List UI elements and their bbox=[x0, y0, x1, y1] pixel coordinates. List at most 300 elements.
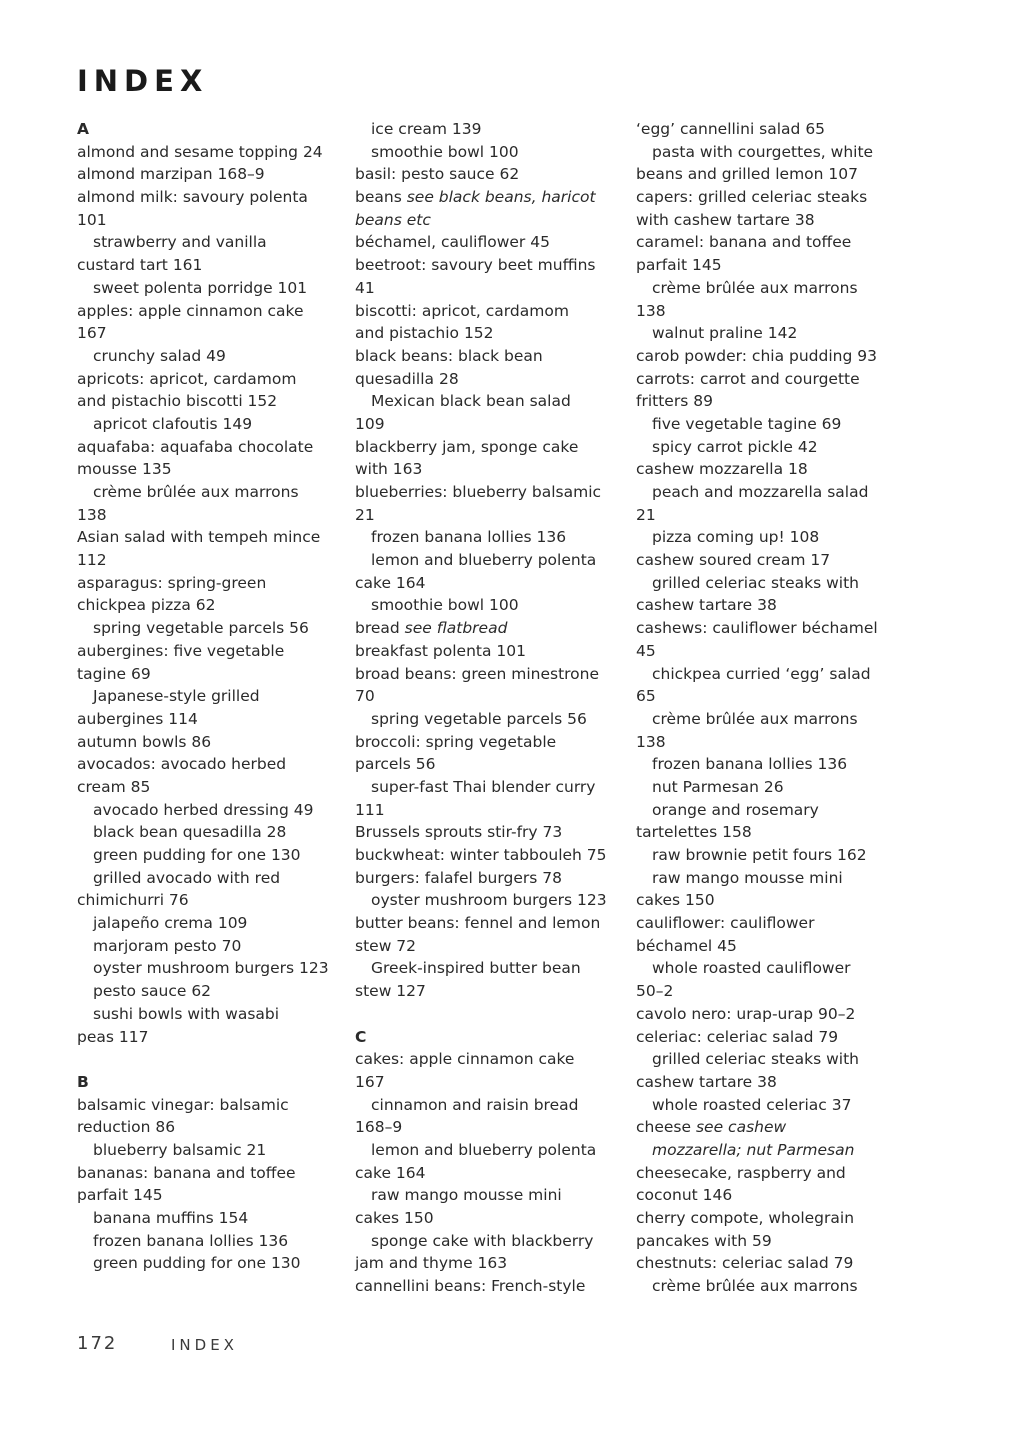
index-entry-line bbox=[355, 1207, 617, 1230]
index-entry-text: crème brûlée aux marrons bbox=[652, 1277, 858, 1296]
index-entry-text: black bean quesadilla 28 bbox=[93, 823, 287, 842]
index-entry-text: breakfast polenta 101 bbox=[355, 641, 526, 660]
index-entry-text: frozen banana lollies 136 bbox=[93, 1231, 289, 1250]
index-subentry-line bbox=[355, 390, 617, 413]
index-cross-reference: see black beans, haricot bbox=[406, 188, 596, 207]
index-entry-text: bread bbox=[355, 619, 405, 638]
index-entry-line bbox=[355, 504, 617, 527]
index-entry-line bbox=[355, 1071, 617, 1094]
index-entry-text: jam and thyme 163 bbox=[355, 1254, 508, 1273]
index-entry-text: 112 bbox=[77, 551, 107, 570]
index-entry-line bbox=[636, 458, 898, 481]
index-entry-text: 101 bbox=[77, 210, 107, 229]
index-entry-line bbox=[77, 322, 339, 345]
index-subentry-line bbox=[355, 708, 617, 731]
index-entry-line bbox=[355, 458, 617, 481]
index-entry-line bbox=[636, 390, 898, 413]
index-entry-text: cake 164 bbox=[355, 1163, 426, 1182]
index-entry-text: cavolo nero: urap-urap 90–2 bbox=[636, 1004, 856, 1023]
index-cross-reference: mozzarella; nut Parmesan bbox=[652, 1140, 855, 1159]
index-entry-text: 41 bbox=[355, 278, 375, 297]
index-entry-line bbox=[355, 731, 617, 754]
index-entry-text: C bbox=[355, 1027, 367, 1046]
index-entry-text: 167 bbox=[77, 324, 107, 343]
index-entry-line bbox=[355, 254, 617, 277]
index-entry-text: beetroot: savoury beet muffins bbox=[355, 256, 596, 275]
index-entry-line bbox=[355, 663, 617, 686]
index-entry-text: raw mango mousse mini bbox=[371, 1186, 562, 1205]
index-entry-text: Asian salad with tempeh mince bbox=[77, 528, 321, 547]
index-subentry-line bbox=[77, 1230, 339, 1253]
index-subentry-line bbox=[636, 1139, 898, 1162]
index-entry-line bbox=[77, 1162, 339, 1185]
index-entry-line bbox=[355, 300, 617, 323]
index-entry-line bbox=[77, 209, 339, 232]
index-entry-text: pasta with courgettes, white bbox=[652, 142, 874, 161]
index-entry-line bbox=[355, 481, 617, 504]
index-entry-text: biscotti: apricot, cardamom bbox=[355, 301, 569, 320]
index-subentry-line bbox=[77, 1139, 339, 1162]
index-entry-line bbox=[77, 731, 339, 754]
index-entry-text: grilled celeriac steaks with bbox=[652, 573, 860, 592]
index-entry-text: frozen banana lollies 136 bbox=[371, 528, 567, 547]
index-entry-text: crème brûlée aux marrons bbox=[652, 278, 858, 297]
index-entry-text: beans and grilled lemon 107 bbox=[636, 165, 858, 184]
index-subentry-line bbox=[77, 1003, 339, 1026]
index-entry-text: spicy carrot pickle 42 bbox=[652, 437, 818, 456]
index-entry-text: grilled avocado with red bbox=[93, 868, 281, 887]
index-subentry-line bbox=[77, 935, 339, 958]
index-entry-text: raw mango mousse mini bbox=[652, 868, 843, 887]
index-subentry-line bbox=[355, 1139, 617, 1162]
index-column-2 bbox=[355, 118, 617, 1298]
index-subentry-line bbox=[636, 526, 898, 549]
index-entry-line bbox=[636, 731, 898, 754]
index-subentry-line bbox=[355, 889, 617, 912]
index-subentry-line bbox=[77, 957, 339, 980]
index-entry-text: walnut praline 142 bbox=[652, 324, 798, 343]
index-entry-text: parfait 145 bbox=[77, 1186, 163, 1205]
index-entry-line bbox=[77, 526, 339, 549]
index-entry-text: cashews: cauliflower béchamel bbox=[636, 619, 878, 638]
index-subentry-line bbox=[77, 413, 339, 436]
index-subentry-line bbox=[636, 663, 898, 686]
index-subentry-line bbox=[636, 844, 898, 867]
index-entry-line bbox=[355, 640, 617, 663]
index-entry-text: blueberry balsamic 21 bbox=[93, 1140, 267, 1159]
index-entry-text: 138 bbox=[636, 301, 666, 320]
index-entry-text: béchamel 45 bbox=[636, 936, 737, 955]
index-subentry-line bbox=[77, 685, 339, 708]
index-entry-line bbox=[77, 458, 339, 481]
index-entry-text: with 163 bbox=[355, 460, 423, 479]
page-number: 172 bbox=[77, 1333, 118, 1354]
index-entry-line bbox=[355, 1116, 617, 1139]
index-entry-line bbox=[77, 390, 339, 413]
index-entry-line bbox=[77, 708, 339, 731]
index-entry-line bbox=[355, 1162, 617, 1185]
index-entry-text: parfait 145 bbox=[636, 256, 722, 275]
index-entry-line bbox=[77, 163, 339, 186]
index-entry-text: sushi bowls with wasabi bbox=[93, 1004, 280, 1023]
index-entry-line bbox=[355, 867, 617, 890]
index-entry-text: crème brûlée aux marrons bbox=[93, 483, 299, 501]
index-entry-text: cashew tartare 38 bbox=[636, 1072, 777, 1091]
index-entry-line bbox=[77, 141, 339, 164]
index-entry-text: lemon and blueberry polenta bbox=[371, 1140, 597, 1159]
index-entry-line bbox=[355, 436, 617, 459]
index-entry-text: cakes 150 bbox=[355, 1209, 434, 1227]
index-cross-reference: beans etc bbox=[355, 210, 431, 229]
index-entry-text: basil: pesto sauce 62 bbox=[355, 165, 520, 184]
index-subentry-line bbox=[636, 1275, 898, 1298]
index-entry-text: spring vegetable parcels 56 bbox=[371, 709, 587, 728]
index-entry-line bbox=[355, 1275, 617, 1298]
index-entry-text: banana muffins 154 bbox=[93, 1209, 249, 1227]
index-entry-text: burgers: falafel burgers 78 bbox=[355, 868, 562, 887]
index-entry-line bbox=[355, 821, 617, 844]
index-entry-text: broccoli: spring vegetable bbox=[355, 732, 557, 751]
index-entry-line bbox=[355, 186, 617, 209]
index-subentry-line bbox=[77, 1252, 339, 1275]
index-entry-line bbox=[636, 1184, 898, 1207]
index-entry-text: chickpea pizza 62 bbox=[77, 596, 216, 615]
index-entry-text: buckwheat: winter tabbouleh 75 bbox=[355, 846, 607, 864]
index-entry-text: 21 bbox=[355, 505, 375, 524]
index-entry-text: ‘egg’ cannellini salad 65 bbox=[636, 120, 826, 138]
index-subentry-line bbox=[77, 617, 339, 640]
index-entry-line bbox=[636, 1071, 898, 1094]
index-entry-text: mousse 135 bbox=[77, 460, 172, 479]
index-entry-text: blackberry jam, sponge cake bbox=[355, 437, 579, 456]
index-entry-text: 65 bbox=[636, 687, 656, 706]
index-entry-line bbox=[77, 1094, 339, 1117]
index-entry-text: quesadilla 28 bbox=[355, 369, 459, 388]
index-entry-line bbox=[636, 345, 898, 368]
index-entry-text: and pistachio biscotti 152 bbox=[77, 392, 278, 411]
index-subentry-line bbox=[636, 753, 898, 776]
index-subentry-line bbox=[355, 118, 617, 141]
index-entry-line bbox=[636, 1026, 898, 1049]
index-entry-text: cauliflower: cauliflower bbox=[636, 914, 815, 933]
index-entry-text: peach and mozzarella salad bbox=[652, 483, 869, 501]
index-subentry-line bbox=[636, 141, 898, 164]
index-entry-line bbox=[636, 368, 898, 391]
index-entry-text: fritters 89 bbox=[636, 392, 713, 411]
index-entry-text: oyster mushroom burgers 123 bbox=[371, 891, 607, 910]
index-entry-text: 45 bbox=[636, 641, 656, 660]
index-entry-line bbox=[636, 300, 898, 323]
index-entry-line bbox=[355, 209, 617, 232]
index-subentry-line bbox=[636, 1048, 898, 1071]
index-entry-text: 138 bbox=[636, 732, 666, 751]
index-subentry-line bbox=[77, 345, 339, 368]
index-entry-text: coconut 146 bbox=[636, 1186, 733, 1205]
index-entry-text: almond marzipan 168–9 bbox=[77, 165, 265, 184]
index-entry-line bbox=[636, 889, 898, 912]
index-entry-text: apricot clafoutis 149 bbox=[93, 414, 253, 433]
index-entry-text: cheesecake, raspberry and bbox=[636, 1163, 846, 1182]
index-entry-text: apricots: apricot, cardamom bbox=[77, 369, 297, 388]
index-entry-text: aquafaba: aquafaba chocolate bbox=[77, 437, 314, 456]
index-entry-line bbox=[636, 912, 898, 935]
index-entry-text: Greek-inspired butter bean bbox=[371, 959, 581, 978]
index-entry-line bbox=[636, 118, 898, 141]
index-entry-text: pancakes with 59 bbox=[636, 1231, 772, 1250]
index-entry-line bbox=[636, 594, 898, 617]
index-entry-text: balsamic vinegar: balsamic bbox=[77, 1095, 289, 1114]
index-entry-line bbox=[355, 231, 617, 254]
index-entry-text: sweet polenta porridge 101 bbox=[93, 278, 308, 297]
index-entry-line bbox=[77, 663, 339, 686]
index-subentry-line bbox=[636, 413, 898, 436]
index-entry-line bbox=[355, 1048, 617, 1071]
index-entry-text: orange and rosemary bbox=[652, 800, 819, 819]
index-subentry-line bbox=[355, 549, 617, 572]
index-subentry-line bbox=[355, 141, 617, 164]
index-entry-text: capers: grilled celeriac steaks bbox=[636, 188, 868, 207]
page-title: INDEX bbox=[77, 64, 209, 98]
index-entry-text: cakes 150 bbox=[636, 891, 715, 910]
index-entry-text: asparagus: spring-green bbox=[77, 573, 267, 592]
index-entry-text: and pistachio 152 bbox=[355, 324, 494, 343]
index-entry-text: beans bbox=[355, 188, 407, 207]
index-entry-line bbox=[636, 935, 898, 958]
index-subentry-line bbox=[636, 957, 898, 980]
index-entry-line bbox=[77, 753, 339, 776]
index-entry-text: almond and sesame topping 24 bbox=[77, 142, 323, 161]
index-entry-text: crème brûlée aux marrons bbox=[652, 709, 858, 728]
index-column-3 bbox=[636, 118, 898, 1298]
index-entry-line bbox=[355, 163, 617, 186]
index-entry-text: smoothie bowl 100 bbox=[371, 142, 519, 161]
index-entry-line bbox=[355, 844, 617, 867]
index-entry-text: 109 bbox=[355, 414, 385, 433]
index-subentry-line bbox=[636, 1094, 898, 1117]
index-entry-text: cakes: apple cinnamon cake bbox=[355, 1050, 575, 1069]
index-entry-line bbox=[636, 549, 898, 572]
index-entry-text: super-fast Thai blender curry bbox=[371, 777, 596, 796]
index-entry-text: cake 164 bbox=[355, 573, 426, 592]
index-entry-text: lemon and blueberry polenta bbox=[371, 551, 597, 570]
index-subentry-line bbox=[636, 322, 898, 345]
index-entry-text: cashew mozzarella 18 bbox=[636, 460, 808, 479]
index-entry-line bbox=[77, 300, 339, 323]
index-entry-text: B bbox=[77, 1072, 89, 1091]
index-entry-text: bananas: banana and toffee bbox=[77, 1163, 296, 1182]
index-entry-line bbox=[355, 935, 617, 958]
index-entry-line bbox=[77, 368, 339, 391]
index-entry-text: béchamel, cauliflower 45 bbox=[355, 233, 550, 252]
index-subentry-line bbox=[355, 1094, 617, 1117]
index-entry-text: pizza coming up! 108 bbox=[652, 528, 820, 547]
index-entry-text: black beans: black bean bbox=[355, 346, 543, 365]
index-entry-text: 21 bbox=[636, 505, 656, 524]
index-entry-line bbox=[636, 1230, 898, 1253]
index-entry-text: parcels 56 bbox=[355, 755, 436, 774]
index-entry-text: crunchy salad 49 bbox=[93, 346, 226, 365]
index-section-gap bbox=[77, 1048, 339, 1071]
index-letter-heading bbox=[77, 1071, 339, 1094]
index-section-gap bbox=[355, 1003, 617, 1026]
index-entry-text: caramel: banana and toffee bbox=[636, 233, 852, 252]
index-entry-line bbox=[636, 209, 898, 232]
index-entry-line bbox=[355, 912, 617, 935]
index-entry-text: ice cream 139 bbox=[371, 120, 482, 138]
index-entry-line bbox=[636, 254, 898, 277]
index-entry-text: raw brownie petit fours 162 bbox=[652, 846, 867, 864]
index-entry-line bbox=[77, 1184, 339, 1207]
index-entry-text: Brussels sprouts stir-fry 73 bbox=[355, 823, 563, 842]
index-subentry-line bbox=[636, 799, 898, 822]
index-entry-line bbox=[355, 753, 617, 776]
index-subentry-line bbox=[355, 957, 617, 980]
index-letter-heading bbox=[77, 118, 339, 141]
index-subentry-line bbox=[77, 980, 339, 1003]
index-entry-text: jalapeño crema 109 bbox=[93, 914, 248, 933]
index-subentry-line bbox=[636, 277, 898, 300]
index-subentry-line bbox=[355, 594, 617, 617]
index-entry-line bbox=[355, 368, 617, 391]
index-entry-line bbox=[355, 980, 617, 1003]
footer-section-label: INDEX bbox=[171, 1336, 238, 1354]
index-entry-line bbox=[636, 231, 898, 254]
index-entry-line bbox=[77, 889, 339, 912]
index-subentry-line bbox=[355, 1230, 617, 1253]
index-entry-text: avocados: avocado herbed bbox=[77, 755, 287, 774]
index-entry-line bbox=[77, 186, 339, 209]
index-entry-text: marjoram pesto 70 bbox=[93, 936, 242, 955]
index-entry-text: cheese bbox=[636, 1118, 696, 1137]
index-entry-text: A bbox=[77, 120, 89, 138]
index-entry-text: 50–2 bbox=[636, 982, 674, 1001]
index-entry-text: nut Parmesan 26 bbox=[652, 777, 784, 796]
index-entry-text: butter beans: fennel and lemon bbox=[355, 914, 601, 933]
index-entry-line bbox=[636, 1252, 898, 1275]
index-entry-text: five vegetable tagine 69 bbox=[652, 414, 842, 433]
index-subentry-line bbox=[355, 1184, 617, 1207]
index-entry-text: autumn bowls 86 bbox=[77, 732, 212, 751]
index-entry-line bbox=[355, 617, 617, 640]
index-entry-text: chimichurri 76 bbox=[77, 891, 189, 910]
index-entry-text: cream 85 bbox=[77, 777, 151, 796]
index-entry-line bbox=[77, 572, 339, 595]
index-entry-line bbox=[77, 776, 339, 799]
index-entry-text: avocado herbed dressing 49 bbox=[93, 800, 314, 819]
index-entry-text: frozen banana lollies 136 bbox=[652, 755, 848, 774]
index-entry-text: 167 bbox=[355, 1072, 385, 1091]
index-entry-text: celeriac: celeriac salad 79 bbox=[636, 1027, 839, 1046]
index-entry-line bbox=[77, 1116, 339, 1139]
index-entry-line bbox=[636, 1207, 898, 1230]
index-entry-line bbox=[355, 685, 617, 708]
index-entry-text: 70 bbox=[355, 687, 375, 706]
index-entry-text: peas 117 bbox=[77, 1027, 149, 1046]
index-subentry-line bbox=[77, 912, 339, 935]
index-entry-text: green pudding for one 130 bbox=[93, 1254, 301, 1273]
index-entry-text: stew 72 bbox=[355, 936, 417, 955]
index-subentry-line bbox=[636, 436, 898, 459]
index-entry-text: cashew tartare 38 bbox=[636, 596, 777, 615]
index-cross-reference: see flatbread bbox=[404, 619, 508, 638]
index-entry-line bbox=[636, 640, 898, 663]
index-entry-text: cinnamon and raisin bread bbox=[371, 1095, 579, 1114]
index-entry-line bbox=[636, 1162, 898, 1185]
index-entry-text: chestnuts: celeriac salad 79 bbox=[636, 1254, 854, 1273]
index-entry-text: strawberry and vanilla bbox=[93, 233, 267, 252]
index-entry-text: broad beans: green minestrone bbox=[355, 664, 600, 683]
index-subentry-line bbox=[636, 776, 898, 799]
index-entry-line bbox=[355, 1252, 617, 1275]
index-subentry-line bbox=[77, 867, 339, 890]
index-entry-text: cherry compote, wholegrain bbox=[636, 1209, 855, 1227]
index-entry-text: tagine 69 bbox=[77, 664, 151, 683]
index-subentry-line bbox=[636, 481, 898, 504]
index-entry-line bbox=[355, 345, 617, 368]
index-entry-text: carob powder: chia pudding 93 bbox=[636, 346, 877, 365]
index-subentry-line bbox=[636, 572, 898, 595]
index-entry-text: tartelettes 158 bbox=[636, 823, 752, 842]
index-entry-text: Mexican black bean salad bbox=[371, 392, 571, 411]
index-subentry-line bbox=[636, 867, 898, 890]
index-entry-text: smoothie bowl 100 bbox=[371, 596, 519, 615]
index-entry-text: 138 bbox=[77, 505, 107, 524]
index-entry-line bbox=[355, 799, 617, 822]
index-entry-line bbox=[636, 186, 898, 209]
index-entry-line bbox=[355, 322, 617, 345]
index-entry-text: pesto sauce 62 bbox=[93, 982, 212, 1001]
index-letter-heading bbox=[355, 1026, 617, 1049]
index-entry-text: spring vegetable parcels 56 bbox=[93, 619, 309, 638]
index-entry-text: carrots: carrot and courgette bbox=[636, 369, 860, 388]
index-entry-line bbox=[77, 640, 339, 663]
index-entry-text: aubergines 114 bbox=[77, 709, 198, 728]
index-entry-text: aubergines: five vegetable bbox=[77, 641, 285, 660]
index-entry-text: 168–9 bbox=[355, 1118, 403, 1137]
index-subentry-line bbox=[77, 799, 339, 822]
index-subentry-line bbox=[355, 776, 617, 799]
index-entry-line bbox=[77, 254, 339, 277]
index-subentry-line bbox=[77, 821, 339, 844]
index-entry-text: sponge cake with blackberry bbox=[371, 1231, 594, 1250]
index-entry-text: green pudding for one 130 bbox=[93, 846, 301, 864]
index-entry-line bbox=[355, 413, 617, 436]
index-entry-text: Japanese-style grilled bbox=[93, 687, 260, 706]
index-subentry-line bbox=[636, 708, 898, 731]
index-entry-line bbox=[77, 504, 339, 527]
index-entry-line bbox=[636, 163, 898, 186]
index-entry-line bbox=[636, 1116, 898, 1139]
index-entry-line bbox=[355, 277, 617, 300]
index-entry-text: whole roasted cauliflower bbox=[652, 959, 851, 978]
index-entry-text: cannellini beans: French-style bbox=[355, 1277, 586, 1296]
index-entry-text: blueberries: blueberry balsamic bbox=[355, 483, 602, 501]
index-entry-text: reduction 86 bbox=[77, 1118, 176, 1137]
index-entry-text: chickpea curried ‘egg’ salad bbox=[652, 664, 871, 683]
index-entry-text: 111 bbox=[355, 800, 385, 819]
index-entry-text: grilled celeriac steaks with bbox=[652, 1050, 860, 1069]
index-entry-text: apples: apple cinnamon cake bbox=[77, 301, 304, 320]
index-entry-text: oyster mushroom burgers 123 bbox=[93, 959, 329, 978]
index-entry-line bbox=[77, 549, 339, 572]
index-subentry-line bbox=[77, 277, 339, 300]
index-entry-line bbox=[636, 821, 898, 844]
index-entry-text: almond milk: savoury polenta bbox=[77, 188, 308, 207]
index-entry-line bbox=[636, 504, 898, 527]
index-entry-line bbox=[77, 594, 339, 617]
index-entry-line bbox=[77, 1026, 339, 1049]
index-column-1 bbox=[77, 118, 339, 1275]
